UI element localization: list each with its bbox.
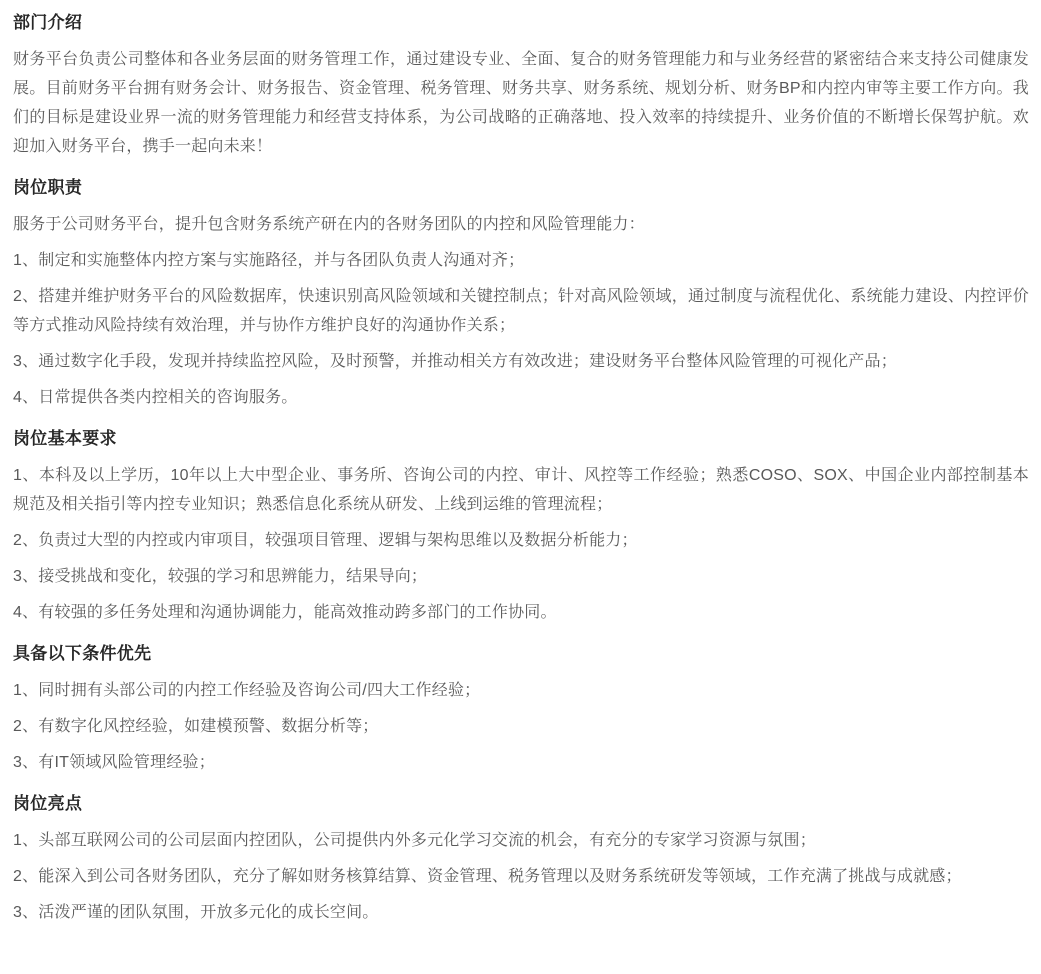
section-paragraph: 4、有较强的多任务处理和沟通协调能力，能高效推动跨多部门的工作协同。	[13, 604, 557, 621]
section-paragraph: 4、日常提供各类内控相关的咨询服务。	[13, 389, 298, 406]
job-section	[13, 426, 1029, 627]
section-paragraph: 1、本科及以上学历，10年以上大中型企业、事务所、咨询公司的内控、审计、风控等工作经验；熟悉COSO、SOX、中国企业内部控制基本规范及相关指引等内控专业知识；熟悉信息化系统从研发、上线到运维的管理流程；	[13, 467, 1029, 513]
section-heading: 岗位职责	[13, 178, 83, 197]
job-section	[13, 10, 1029, 161]
section-heading: 具备以下条件优先	[13, 644, 152, 663]
job-section	[13, 791, 1029, 927]
section-paragraph: 2、能深入到公司各财务团队，充分了解如财务核算结算、资金管理、税务管理以及财务系统研发等领域，工作充满了挑战与成就感；	[13, 868, 962, 885]
section-paragraph: 1、头部互联网公司的公司层面内控团队，公司提供内外多元化学习交流的机会，有充分的专家学习资源与氛围；	[13, 832, 816, 849]
section-heading: 岗位基本要求	[13, 429, 117, 448]
section-paragraph: 3、接受挑战和变化，较强的学习和思辨能力，结果导向；	[13, 568, 428, 585]
section-heading: 岗位亮点	[13, 794, 83, 813]
section-paragraph: 2、搭建并维护财务平台的风险数据库，快速识别高风险领域和关键控制点；针对高风险领域，通过制度与流程优化、系统能力建设、内控评价等方式推动风险持续有效治理，并与协作方维护良好的沟通协作关系；	[13, 288, 1029, 334]
section-paragraph: 2、有数字化风控经验，如建模预警、数据分析等；	[13, 718, 379, 735]
section-paragraph: 服务于公司财务平台，提升包含财务系统产研在内的各财务团队的内控和风险管理能力：	[13, 216, 645, 233]
section-paragraph: 3、有IT领域风险管理经验；	[13, 754, 215, 771]
section-heading: 部门介绍	[13, 13, 83, 32]
section-paragraph: 3、通过数字化手段，发现并持续监控风险，及时预警，并推动相关方有效改进；建设财务平台整体风险管理的可视化产品；	[13, 353, 897, 370]
job-section	[13, 175, 1029, 412]
job-section	[13, 641, 1029, 777]
section-paragraph: 3、活泼严谨的团队氛围，开放多元化的成长空间。	[13, 904, 379, 921]
job-description	[13, 10, 1029, 927]
section-paragraph: 1、制定和实施整体内控方案与实施路径，并与各团队负责人沟通对齐；	[13, 252, 525, 269]
section-paragraph: 1、同时拥有头部公司的内控工作经验及咨询公司/四大工作经验；	[13, 682, 481, 699]
section-paragraph: 财务平台负责公司整体和各业务层面的财务管理工作，通过建设专业、全面、复合的财务管理能力和与业务经营的紧密结合来支持公司健康发展。目前财务平台拥有财务会计、财务报告、资金管理、税务管理、财务共享、财务系统、规划分析、财务BP和内控内审等主要工作方向。我们的目标是建设业界一流的财务管理能力和经营支持体系，为公司战略的正确落地、投入效率的持续提升、业务价值的不断增长保驾护航。欢迎加入财务平台，携手一起向未来！	[13, 51, 1029, 155]
section-paragraph: 2、负责过大型的内控或内审项目，较强项目管理、逻辑与架构思维以及数据分析能力；	[13, 532, 638, 549]
